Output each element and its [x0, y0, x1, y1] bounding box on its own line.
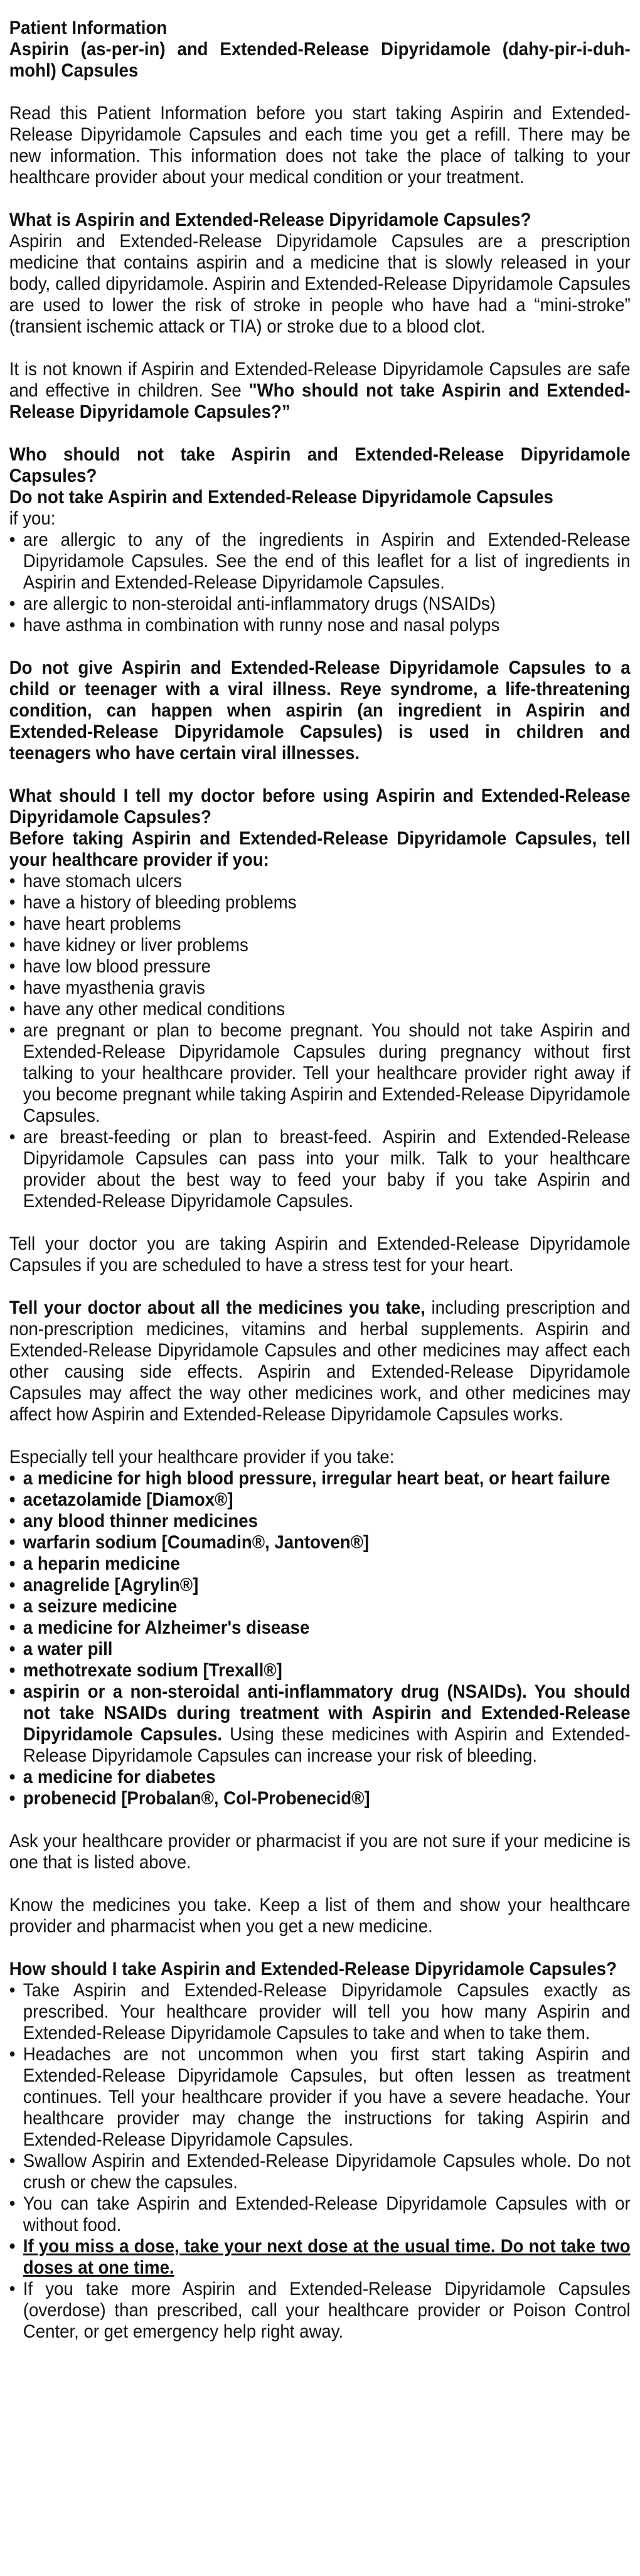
tell-doctor-subheading: Before taking Aspirin and Extended-Release Dipyridamole Capsules, tell your healthcare provider if you: — [9, 828, 631, 870]
list-item: • a medicine for high blood pressure, irregular heart beat, or heart failure — [9, 1468, 631, 1489]
list-item: • a heparin medicine — [9, 1553, 631, 1575]
list-item: • acetazolamide [Diamox®] — [9, 1489, 631, 1511]
who-not-heading: Who should not take Aspirin and Extended-Release Dipyridamole Capsules? — [9, 444, 631, 486]
list-item: • methotrexate sodium [Trexall®] — [9, 1660, 631, 1681]
missed-dose-item: • If you miss a dose, take your next dose at the usual time. Do not take two doses at one time. — [9, 2236, 631, 2279]
list-item: • warfarin sodium [Coumadin®, Jantoven®] — [9, 1532, 631, 1553]
document-subtitle: Aspirin (as-per-in) and Extended-Release Dipyridamole (dahy-pir-i-duh-mohl) Capsules — [9, 39, 631, 81]
tell-doctor-heading: What should I tell my doctor before using Aspirin and Extended-Release Dipyridamole Capsules? — [9, 785, 631, 828]
children-paragraph — [9, 359, 631, 423]
all-medicines-lead: Tell your doctor about all the medicines you take, — [9, 1297, 425, 1318]
especially-list — [9, 1468, 631, 1809]
list-item: • Take Aspirin and Extended-Release Dipyridamole Capsules exactly as prescribed. Your healthcare provider will tell you how many Aspirin and Extended-Release Dipyridamole Capsules to take and when to take them. — [9, 1980, 631, 2044]
list-item: • have low blood pressure — [9, 956, 631, 977]
list-item: • Swallow Aspirin and Extended-Release Dipyridamole Capsules whole. Do not crush or chew the capsules. — [9, 2151, 631, 2193]
intro-paragraph: Read this Patient Information before you start taking Aspirin and Extended-Release Dipyridamole Capsules and each time you get a refill. There may be new information. This information does not take the place of talking to your healthcare provider about your medical condition or your treatment. — [9, 103, 631, 188]
list-item: • have myasthenia gravis — [9, 977, 631, 999]
who-not-list — [9, 530, 631, 636]
children-text: It is not known if Aspirin and Extended-Release Dipyridamole Capsules are safe and effective in children. See — [9, 359, 631, 401]
list-item: • any blood thinner medicines — [9, 1511, 631, 1532]
list-item-nsaid — [9, 1681, 631, 1767]
all-medicines-paragraph — [9, 1297, 631, 1425]
list-item: • are pregnant or plan to become pregnant. You should not take Aspirin and Extended-Release Dipyridamole Capsules during pregnancy without first talking to your healthcare provider. Tell your healthcare provider right away if you become pregnant while taking Aspirin and Extended-Release Dipyridamole Capsules. — [9, 1020, 631, 1127]
list-item: • have heart problems — [9, 913, 631, 935]
overdose-item: • If you take more Aspirin and Extended-Release Dipyridamole Capsules (overdose) than prescribed, call your healthcare provider or Poison Control Center, or get emergency help right away. — [9, 2279, 631, 2343]
list-item: • a medicine for Alzheimer's disease — [9, 1617, 631, 1639]
list-item: • You can take Aspirin and Extended-Release Dipyridamole Capsules with or without food. — [9, 2193, 631, 2236]
list-item: • are allergic to any of the ingredients in Aspirin and Extended-Release Dipyridamole Capsules. See the end of this leaflet for a list of ingredients in Aspirin and Extended-Release Dipyridamole Capsules. — [9, 530, 631, 593]
what-is-heading: What is Aspirin and Extended-Release Dipyridamole Capsules? — [9, 210, 531, 230]
list-item: • have any other medical conditions — [9, 999, 631, 1020]
list-item: • have kidney or liver problems — [9, 935, 631, 956]
list-item: • a seizure medicine — [9, 1596, 631, 1617]
list-item: • probenecid [Probalan®, Col-Probenecid®] — [9, 1788, 631, 1809]
list-item: • have stomach ulcers — [9, 871, 631, 892]
what-is-body: Aspirin and Extended-Release Dipyridamole Capsules are a prescription medicine that contains aspirin and a medicine that is slowly released in your body, called dipyridamole. Aspirin and Extended-Release Dipyridamole Capsules are used to lower the risk of stroke in people who have had a “mini-stroke” (transient ischemic attack or TIA) or stroke due to a blood clot. — [9, 231, 631, 337]
list-item: • anagrelide [Agrylin®] — [9, 1575, 631, 1596]
all-medicines-body: including prescription and non-prescription medicines, vitamins and herbal supplements. Aspirin and Extended-Release Dipyridamole Capsules and other medicines may affect each other causing side effects. Aspirin and Extended-Release Dipyridamole Capsules may affect the way other medicines work, and other medicines may affect how Aspirin and Extended-Release Dipyridamole Capsules works. — [9, 1297, 631, 1425]
who-not-if-you: if you: — [9, 508, 56, 529]
know-medicines-paragraph: Know the medicines you take. Keep a list of them and show your healthcare provider and pharmacist when you get a new medicine. — [9, 1895, 631, 1937]
nsaid-warning-text: Using these medicines with Aspirin and Extended-Release Dipyridamole Capsules can increase your risk of bleeding. — [23, 1724, 631, 1766]
list-item: • have a history of bleeding problems — [9, 892, 631, 913]
ask-pharmacist-paragraph: Ask your healthcare provider or pharmacist if you are not sure if your medicine is one that is listed above. — [9, 1831, 631, 1873]
tell-doctor-list — [9, 871, 631, 1212]
list-item: • a water pill — [9, 1639, 631, 1660]
who-not-subheading: Do not take Aspirin and Extended-Release Dipyridamole Capsules — [9, 487, 553, 508]
how-take-list — [9, 1980, 631, 2343]
nsaid-warning-bold: aspirin or a non-steroidal anti-inflammatory drug (NSAIDs). You should not take NSAIDs during treatment with Aspirin and Extended-Release Dipyridamole Capsules. — [23, 1681, 631, 1745]
especially-intro: Especially tell your healthcare provider if you take: — [9, 1447, 395, 1467]
list-item: • Headaches are not uncommon when you first start taking Aspirin and Extended-Release Dipyridamole Capsules, but often lessen as treatment continues. Tell your healthcare provider if you have a severe headache. Your healthcare provider may change the instructions for taking Aspirin and Extended-Release Dipyridamole Capsules. — [9, 2044, 631, 2151]
stress-test-paragraph: Tell your doctor you are taking Aspirin and Extended-Release Dipyridamole Capsules if you are scheduled to have a stress test for your heart. — [9, 1233, 631, 1275]
reye-warning: Do not give Aspirin and Extended-Release Dipyridamole Capsules to a child or teenager with a viral illness. Reye syndrome, a life-threatening condition, can happen when aspirin (an ingredient in Aspirin and Extended-Release Dipyridamole Capsules) is used in children and teenagers who have certain viral illnesses. — [9, 657, 631, 764]
list-item: • are allergic to non-steroidal anti-inflammatory drugs (NSAIDs) — [9, 593, 631, 615]
list-item: • a medicine for diabetes — [9, 1767, 631, 1788]
how-take-heading: How should I take Aspirin and Extended-Release Dipyridamole Capsules? — [9, 1959, 617, 1979]
list-item: • are breast-feeding or plan to breast-feed. Aspirin and Extended-Release Dipyridamole Capsules can pass into your milk. Talk to your healthcare provider about the best way to feed your baby if you take Aspirin and Extended-Release Dipyridamole Capsules. — [9, 1127, 631, 1212]
children-crossref: "Who should not take Aspirin and Extended-Release Dipyridamole Capsules?” — [9, 380, 631, 422]
list-item: • have asthma in combination with runny nose and nasal polyps — [9, 615, 631, 636]
document-title: Patient Information — [9, 18, 168, 38]
